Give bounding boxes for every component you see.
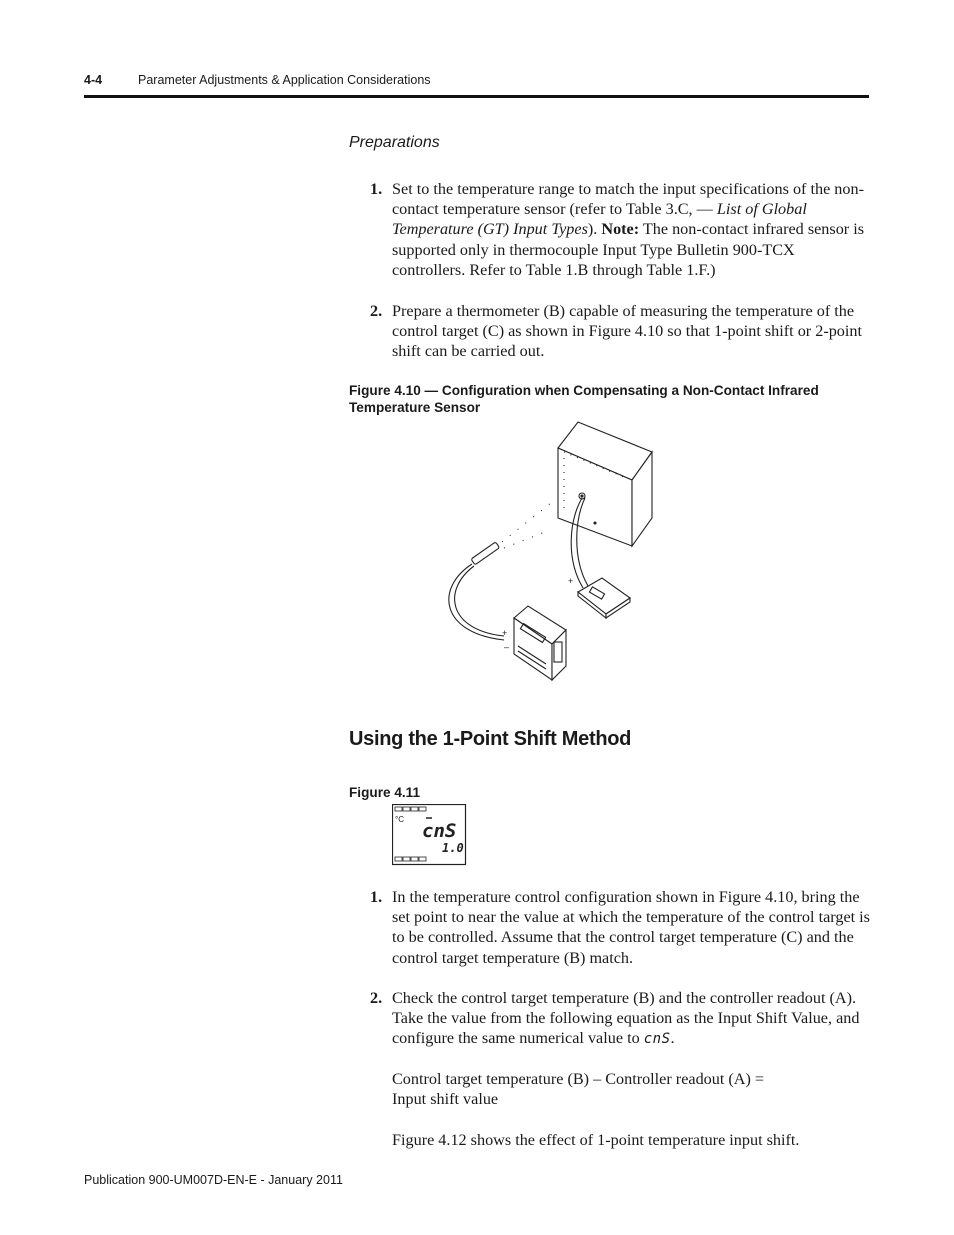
plus-label: + [568, 576, 574, 586]
step-number: 2. [370, 989, 383, 1007]
unit-label: °C [395, 815, 404, 824]
step-text: Check the control target temperature (B) and the controller readout (A). Take the value from the following equation as the Input Shift Value, and configure the same numerical value to [392, 989, 860, 1048]
section-heading: Using the 1-Point Shift Method [349, 728, 632, 750]
item-number: 1. [370, 180, 383, 198]
note-label: Note: [601, 220, 640, 239]
header-rule [84, 95, 869, 98]
preparations-heading: Preparations [349, 134, 440, 151]
configuration-diagram [440, 418, 660, 683]
step-1 [349, 887, 871, 968]
step-number: 1. [370, 888, 383, 906]
figure-4-11-caption: Figure 4.11 [349, 785, 421, 800]
page-number: 4-4 [84, 73, 103, 87]
publication-footer: Publication 900-UM007D-EN-E - January 2011 [84, 1173, 343, 1187]
equation-line-2: Input shift value [392, 1090, 499, 1109]
figure-4-10-caption: Figure 4.10 — Configuration when Compensating a Non-Contact Infrared Temperature Sensor [349, 383, 819, 415]
value-display: 1.0 [442, 841, 464, 855]
minus-label: – [504, 642, 510, 652]
item-text: Prepare a thermometer (B) capable of measuring the temperature of the control target (C) as shown in Figure 4.10 so that 1-point shift or 2-point shift can be carried out. [392, 302, 862, 361]
infrared-sensor [471, 542, 500, 565]
controller-display [392, 804, 467, 866]
preparation-item-2 [349, 301, 871, 362]
item-text: Set to the temperature range to match the input specifications of the non-contact temperature sensor (refer to Table 3.C, — [392, 180, 864, 219]
equation [392, 1069, 870, 1109]
preparation-item-1: 1. Set to the temperature range to match the input specifications of the non-contact temperature sensor (refer to Table 3.C, — List of Global Temperature (GT) Input Types). Note: The non-contact infrared sensor is supported only in thermocouple Input Type Bulletin 900-TCX controllers. Refer to Table 1.B through Table 1.F.) [370, 180, 865, 279]
item-number: 2. [370, 302, 383, 320]
table-reference: List of Global Temperature (GT) Input Types [392, 200, 807, 239]
equation-line-1: Control target temperature (B) – Controller readout (A) = [392, 1070, 765, 1088]
step-text: In the temperature control configuration shown in Figure 4.10, bring the set point to near the value at which the temperature of the control target is to be controlled. Assume that the control target temperature (C) and the control target temperature (B) match. [392, 888, 870, 967]
thermometer [578, 578, 630, 614]
parameter-display: cnS [422, 820, 457, 842]
closing-text: Figure 4.12 shows the effect of 1-point temperature input shift. [392, 1131, 800, 1149]
plus-label: + [502, 628, 508, 638]
chapter-title: Parameter Adjustments & Application Considerations [138, 73, 431, 87]
step-2: 2. Check the control target temperature (B) and the controller readout (A). Take the value from the following equation as the Input Shift Value, and configure the same numerical value to cnS. [370, 989, 860, 1048]
parameter-name: cnS [643, 1031, 671, 1048]
